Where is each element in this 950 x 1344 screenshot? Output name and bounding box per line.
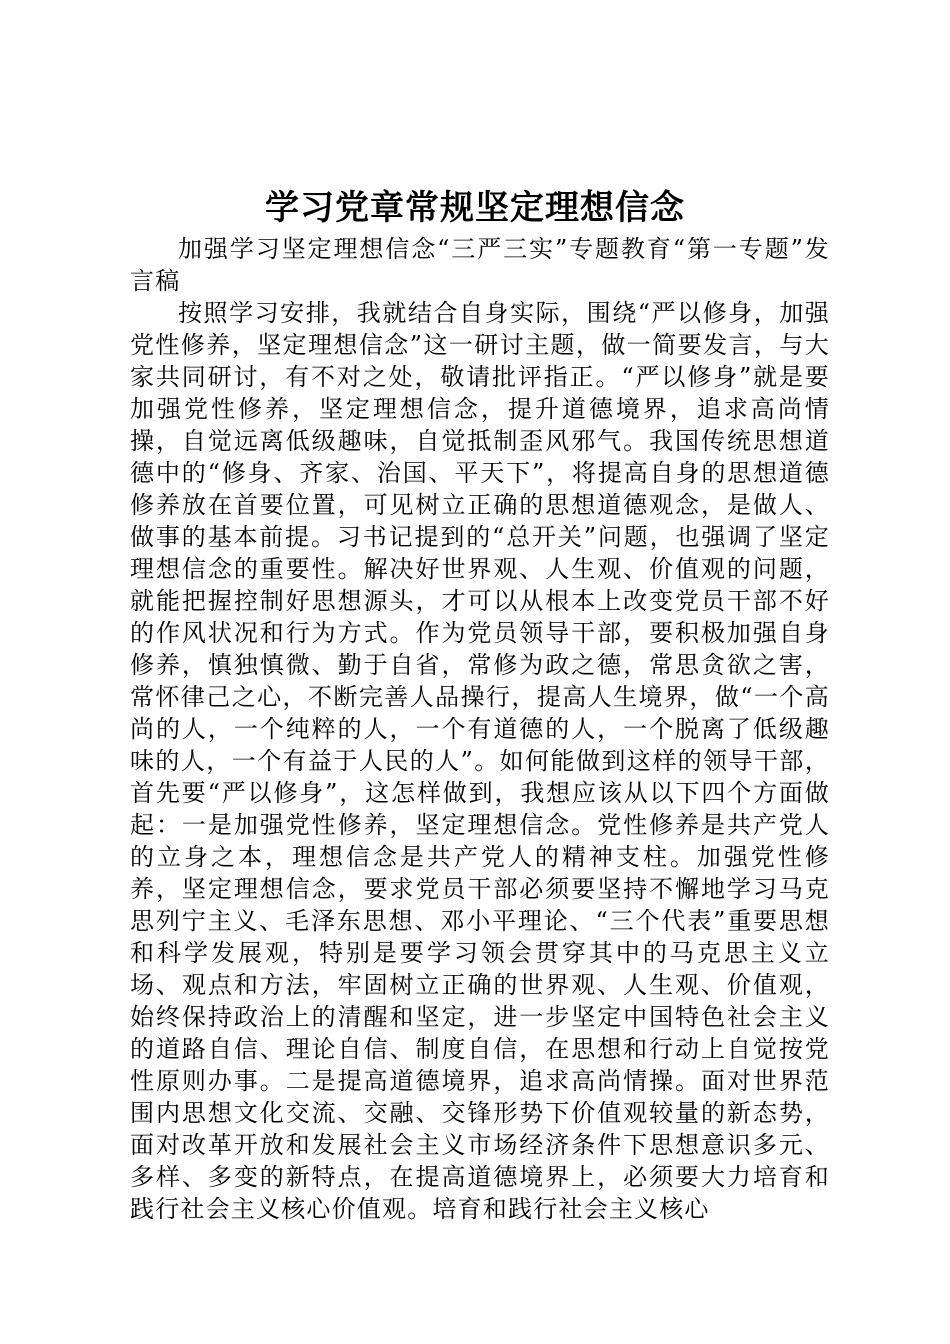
subtitle-paragraph: 加强学习坚定理想信念“三严三实”专题教育“第一专题”发言稿 xyxy=(130,235,830,295)
document-title: 学习党章常规坚定理想信念 xyxy=(265,188,685,228)
document-body xyxy=(130,233,830,1225)
body-paragraph: 按照学习安排，我就结合自身实际，围绕“严以修身，加强党性修养，坚定理想信念”这一研讨主题，做一简要发言，与大家共同研讨，有不对之处，敬请批评指正。“严以修身”就是要加强党性修养，坚定理想信念，提升道德境界，追求高尚情操，自觉远离低级趣味，自觉抵制歪风邪气。我国传统思想道德中的“修身、齐家、治国、平天下”，将提高自身的思想道德修养放在首要位置，可见树立正确的思想道德观念，是做人、做事的基本前提。习书记提到的“总开关”问题，也强调了坚定理想信念的重要性。解决好世界观、人生观、价值观的问题，就能把握控制好思想源头，才可以从根本上改变党员干部不好的作风状况和行为方式。作为党员领导干部，要积极加强自身修养，慎独慎微、勤于自省，常修为政之德，常思贪欲之害，常怀律己之心，不断完善人品操行，提高人生境界，做“一个高尚的人，一个纯粹的人，一个有道德的人，一个脱离了低级趣味的人，一个有益于人民的人”。如何能做到这样的领导干部，首先要“严以修身”，这怎样做到，我想应该从以下四个方面做起：一是加强党性修养，坚定理想信念。党性修养是共产党人的立身之本，理想信念是共产党人的精神支柱。加强党性修养，坚定理想信念，要求党员干部必须要坚持不懈地学习马克思列宁主义、毛泽东思想、邓小平理论、“三个代表”重要思想和科学发展观，特别是要学习领会贯穿其中的马克思主义立场、观点和方法，牢固树立正确的世界观、人生观、价值观，始终保持政治上的清醒和坚定，进一步坚定中国特色社会主义的道路自信、理论自信、制度自信，在思想和行动上自觉按党性原则办事。二是提高道德境界，追求高尚情操。面对世界范围内思想文化交流、交融、交锋形势下价值观较量的新态势，面对改革开放和发展社会主义市场经济条件下思想意识多元、多样、多变的新特点，在提高道德境界上，必须要大力培育和践行社会主义核心价值观。培育和践行社会主义核心 xyxy=(130,299,830,1223)
